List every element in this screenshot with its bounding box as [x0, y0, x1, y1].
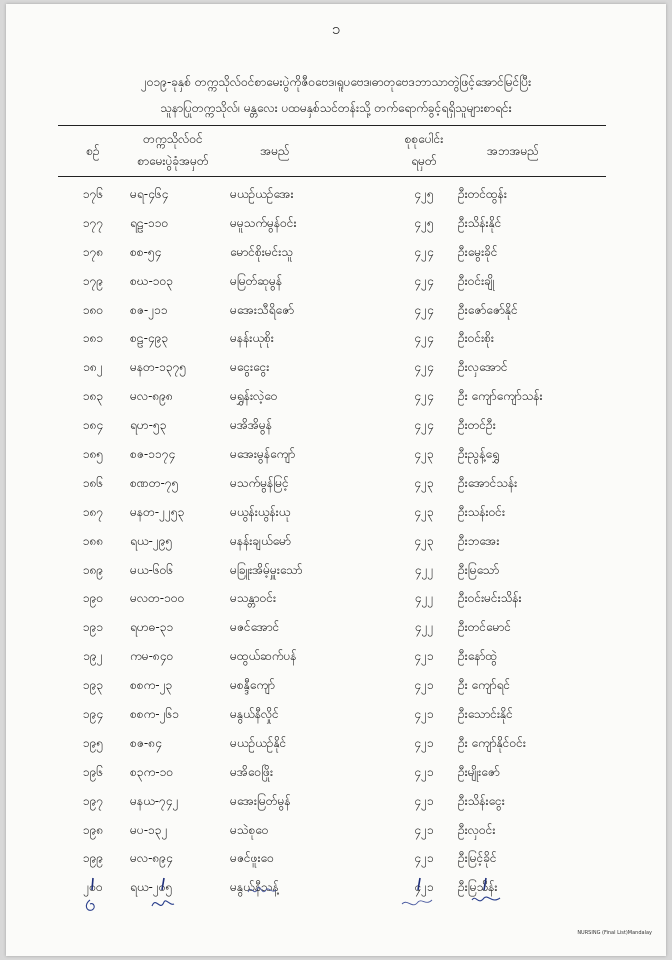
- row-roll-number: မနတ-၂၂၅၃: [130, 504, 185, 519]
- row-number: ၁၈၅: [82, 447, 104, 462]
- row-father-name: ဦးလှဝင်း: [458, 822, 496, 837]
- row-roll-number: ကမ-၈၄၀: [130, 649, 174, 664]
- row-number: ၁၉၂: [83, 649, 103, 664]
- header-no: စဉ်: [86, 144, 100, 158]
- row-total-marks: ၄၂၃: [414, 475, 434, 490]
- row-father-name: ဦးသန်းဝင်း: [458, 504, 506, 519]
- row-name: မောင်စိုးမင်းသူ: [230, 244, 293, 259]
- title-line-1: ၂၀၁၉-ခုနှစ် တက္ကသိုလ်ဝင်စာမေးပွဲကိုဇီဝဗေဒ၊ရူပဗေဒ၊ဓာတုဗေဒဘာသာတွဲဖြင့်အောင်မြင်ပြီး: [140, 75, 532, 89]
- row-total-marks: ၄၂၁: [414, 678, 434, 693]
- row-roll-number: စစက-၂၃: [130, 678, 173, 693]
- table-row: [6, 642, 666, 671]
- row-number: ၁၉၈: [82, 822, 104, 837]
- row-name: မအေးသီရိဇော်: [230, 302, 295, 317]
- signature-row: [6, 876, 666, 916]
- row-father-name: ဦးတင်ထွန်း: [458, 187, 507, 201]
- table-row: [6, 700, 666, 729]
- table-row: [6, 729, 666, 758]
- row-roll-number: မလ-၈၉၄: [130, 851, 173, 866]
- table-row: [6, 353, 666, 382]
- row-name: မအေးမြတ်မွန်: [230, 793, 291, 808]
- row-number: ၁၉၆: [82, 764, 104, 779]
- row-name: မယဉ်ယဉ်နိုင်: [230, 735, 287, 750]
- row-total-marks: ၄၂၄: [414, 273, 434, 288]
- row-number: ၁၉၀: [82, 591, 104, 606]
- header-marks-line-2: ရမှတ်: [411, 154, 437, 168]
- row-name: မယဉ်ယဉ်အေး: [230, 187, 294, 201]
- table-row: [6, 209, 666, 238]
- row-number: ၁၈၇: [82, 504, 104, 519]
- row-total-marks: ၄၂၄: [414, 302, 434, 317]
- row-father-name: ဦးလှအောင်: [458, 360, 508, 375]
- title-line-2: သူနာပြုတက္ကသိုလ်၊ မန္တလေး ပထမနှစ်သင်တန်းသို့ တက်ရောက်ခွင့်ရရှိသူများစာရင်း: [160, 101, 512, 115]
- row-number: ၁၉၄: [82, 707, 104, 722]
- row-roll-number: မနတ-၁၃၇၅: [130, 360, 187, 375]
- row-name: မနွယ်နီသန့်: [230, 880, 279, 895]
- row-number: ၁၈၁: [82, 331, 104, 346]
- row-total-marks: ၄၂၄: [414, 418, 434, 433]
- row-roll-number: စဇ-၈၄: [130, 735, 162, 750]
- row-number: ၁၈၆: [82, 475, 104, 490]
- footer-note: NURSING (Final List)Mandalay: [577, 930, 652, 936]
- row-father-name: ဦးတင်မောင်: [458, 620, 512, 635]
- row-name: မသက်မွန်မြင့်: [230, 475, 289, 490]
- table-row: [6, 498, 666, 527]
- row-name: မအိဝေဖြိုး: [230, 764, 274, 779]
- row-roll-number: ရယ-၂၉၅: [130, 533, 173, 548]
- row-number: ၁၉၃: [82, 678, 104, 693]
- row-roll-number: ရဠ-၁၁၀: [130, 215, 169, 230]
- table-row: [6, 267, 666, 296]
- row-total-marks: ၄၂၅: [414, 215, 434, 230]
- page-number: ၁: [331, 20, 341, 38]
- table-row: [6, 556, 666, 585]
- signature-mark-2: [146, 876, 180, 916]
- row-total-marks: ၄၂၁: [414, 822, 434, 837]
- row-number: ၁၇၆: [82, 187, 104, 201]
- table-header-rule: [58, 176, 606, 177]
- row-name: မငွေးငွေး: [230, 360, 270, 375]
- row-total-marks: ၄၂၄: [414, 360, 434, 375]
- table-row: [6, 527, 666, 556]
- row-father-name: ဦးနော်ထွဲ: [458, 649, 497, 664]
- row-roll-number: စစက-၂၆၁: [130, 707, 179, 722]
- row-father-name: ဦးဝင်းမင်းသိန်း: [458, 591, 522, 606]
- row-total-marks: ၄၂၄: [414, 244, 434, 259]
- row-roll-number: မနယ-၇၄၂: [130, 793, 179, 808]
- row-father-name: ဦးတင်ဦး: [458, 418, 496, 433]
- row-name: မအိအိမွန်: [230, 418, 272, 433]
- row-number: ၂၀၀: [83, 880, 103, 895]
- row-father-name: ဦး ကျော်ကျော်သန်း: [458, 389, 543, 404]
- row-name: မဇင်အောင်: [230, 620, 280, 635]
- row-father-name: ဦးမြသော်: [458, 562, 500, 577]
- row-name: မမူသက်မွန်ဝင်း: [230, 215, 297, 230]
- row-number: ၁၈၀: [82, 302, 104, 317]
- row-name: မနွယ်နီလှိုင်: [230, 707, 279, 722]
- header-marks-line-1: စုစုပေါင်း: [404, 132, 444, 146]
- table-row: [6, 758, 666, 787]
- table-row: [6, 844, 666, 873]
- row-number: ၁၉၁: [82, 620, 104, 635]
- row-total-marks: ၄၂၁: [414, 764, 434, 779]
- row-total-marks: ၄၂၁: [414, 793, 434, 808]
- header-name: အမည်: [260, 144, 290, 158]
- row-name: မသဲစုဝေ: [230, 822, 269, 837]
- row-number: ၁၈၂: [83, 360, 103, 375]
- row-number: ၁၇၉: [82, 273, 104, 288]
- table-row: [6, 469, 666, 498]
- row-roll-number: စဠ-၄၉၃: [130, 331, 169, 346]
- row-roll-number: စစ-၅၄: [130, 244, 162, 259]
- row-total-marks: ၄၂၂: [414, 591, 434, 606]
- table-row: [6, 584, 666, 613]
- row-father-name: ဦးညွန့်ရွှေ: [458, 447, 500, 462]
- row-number: ၁၈၃: [82, 389, 104, 404]
- row-father-name: ဦးမျိုးဇော်: [458, 764, 500, 779]
- table-row: [6, 787, 666, 816]
- row-father-name: ဦးဝင်းချို: [458, 273, 495, 288]
- row-name: မသန္တာဝင်း: [230, 591, 277, 606]
- row-name: မခြူးအိမ့်မှူးသော်: [230, 562, 303, 577]
- row-number: ၁၈၈: [82, 533, 104, 548]
- table-row: [6, 324, 666, 353]
- row-number: ၁၈၄: [82, 418, 104, 433]
- table-row: [6, 671, 666, 700]
- row-name: မအေးမွန်ကျော်: [230, 447, 296, 462]
- row-roll-number: ရဟဓ-၃၁: [130, 620, 174, 635]
- row-father-name: ဦးဘအေး: [458, 533, 500, 548]
- table-row: [6, 382, 666, 411]
- row-number: ၁၇၈: [82, 244, 104, 259]
- row-father-name: ဦးအောင်သန်း: [458, 475, 518, 490]
- row-name: မရွှန်းလဲ့ဝေ: [230, 389, 278, 404]
- row-roll-number: စဃ-၁၀၃: [130, 273, 174, 288]
- row-total-marks: ၄၂၂: [414, 620, 434, 635]
- row-father-name: ဦးသိန်းနိုင်: [458, 215, 502, 230]
- row-father-name: ဦးသိန်းငွေး: [458, 793, 505, 808]
- row-total-marks: ၄၂၅: [414, 187, 434, 201]
- row-roll-number: ရဟ-၅၃: [130, 418, 167, 433]
- row-name: မစန္ဒီကျော်: [230, 678, 275, 693]
- row-name: မနန်းချယ်မော်: [230, 533, 291, 548]
- row-name: မဇင်ဖူးဝေ: [230, 851, 274, 866]
- row-father-name: ဦးမြင့်ခိုင်: [458, 851, 497, 866]
- row-total-marks: ၄၂၁: [414, 735, 434, 750]
- row-father-name: ဦးဇော်ဇော်နိုင်: [458, 302, 518, 317]
- table-row: [6, 180, 666, 209]
- row-father-name: ဦးဝင်းစိုး: [458, 331, 494, 346]
- row-roll-number: မလတ-၁၀၀: [130, 591, 185, 606]
- row-father-name: ဦးမွေးခိုင်: [458, 244, 498, 259]
- document-page: [6, 4, 666, 956]
- header-roll-line-1: တက္ကသိုလ်ဝင်: [143, 132, 203, 146]
- row-total-marks: ၄၂၄: [414, 331, 434, 346]
- row-roll-number: စဇ-၂၁၁: [130, 302, 168, 317]
- row-total-marks: ၄၂၃: [414, 447, 434, 462]
- table-row: [6, 613, 666, 642]
- row-total-marks: ၄၂၁: [414, 649, 434, 664]
- row-total-marks: ၄၂၃: [414, 504, 434, 519]
- row-number: ၁၈၉: [82, 562, 104, 577]
- row-roll-number: စဏတ-၇၅: [130, 475, 179, 490]
- row-roll-number: မပ-၁၃၂: [130, 822, 168, 837]
- row-name: မထွယ်ဆက်ပန်: [230, 649, 297, 664]
- table-top-rule: [58, 125, 606, 126]
- header-father: အဘအမည်: [486, 144, 540, 158]
- row-total-marks: ၄၂၄: [414, 389, 434, 404]
- row-name: မယွန်းယွန်းယု: [230, 504, 291, 519]
- table-body: [6, 180, 666, 902]
- row-number: ၁၇၇: [82, 215, 104, 230]
- row-roll-number: မရ-၄၆၄: [130, 187, 169, 201]
- header-roll-line-2: စာမေးပွဲခုံအမှတ်: [137, 154, 209, 168]
- row-roll-number: မလ-၈၉၈: [130, 389, 173, 404]
- signature-mark-5: [468, 876, 508, 916]
- row-roll-number: စဇ-၁၁၇၄: [130, 447, 176, 462]
- row-total-marks: ၄၂၂: [414, 562, 434, 577]
- table-row: [6, 411, 666, 440]
- row-number: ၁၉၉: [82, 851, 104, 866]
- table-row: [6, 440, 666, 469]
- signature-mark-3: [244, 876, 280, 916]
- signature-mark-1: [78, 876, 108, 916]
- row-father-name: ဦး ကျော်နိုင်ဝင်း: [458, 735, 526, 750]
- table-row: [6, 816, 666, 845]
- row-total-marks: ၄၂၁: [414, 851, 434, 866]
- row-total-marks: ၄၂၃: [414, 533, 434, 548]
- row-total-marks: ၄၂၁: [414, 880, 434, 895]
- row-total-marks: ၄၂၁: [414, 707, 434, 722]
- row-roll-number: မယ-၆၀၆: [130, 562, 174, 577]
- row-roll-number: ရယ-၂၀၅: [130, 880, 173, 895]
- row-father-name: ဦးသောင်းနိုင်: [458, 707, 513, 722]
- row-number: ၁၉၅: [82, 735, 104, 750]
- row-father-name: ဦး ကျော်ရင်: [458, 678, 511, 693]
- row-father-name: ဦးမြသိန်း: [458, 880, 498, 895]
- row-number: ၁၉၇: [82, 793, 104, 808]
- table-row: [6, 296, 666, 325]
- table-row: [6, 238, 666, 267]
- row-name: မနန်းယုစိုး: [230, 331, 274, 346]
- row-name: မမြတ်ဆုမွန်: [230, 273, 283, 288]
- row-roll-number: စ၃က-၁၀: [130, 764, 174, 779]
- signature-mark-4: [398, 876, 438, 916]
